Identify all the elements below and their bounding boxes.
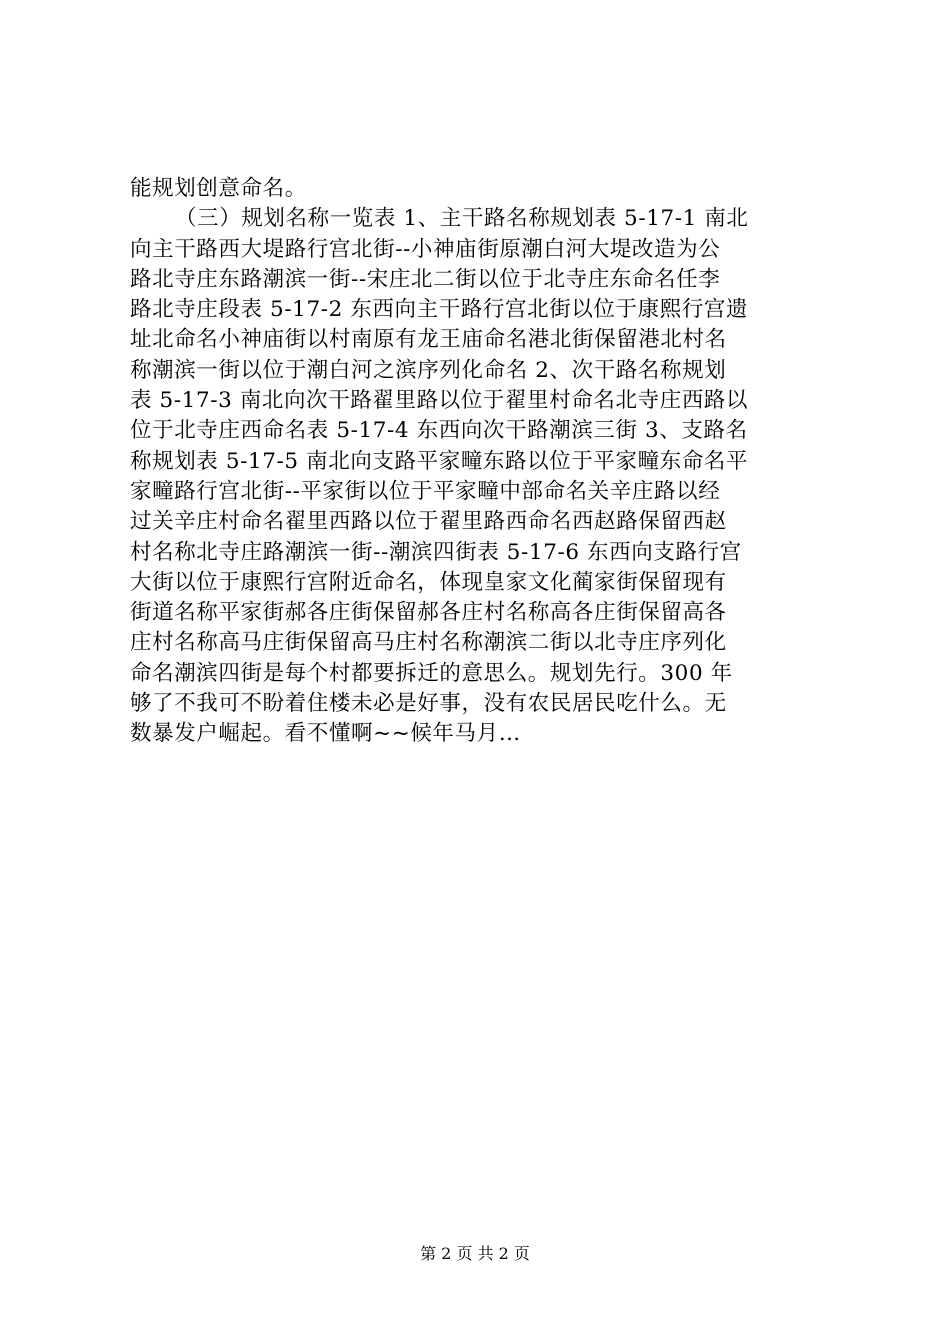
- text-line: 够了不我可不盼着住楼未必是好事，没有农民居民吃什么。无: [130, 691, 727, 717]
- text-line: 家疃路行宫北街--平家街以位于平家疃中部命名关辛庄路以经: [130, 478, 721, 504]
- text-line: 过关辛庄村命名翟里西路以位于翟里路西命名西赵路保留西赵: [130, 509, 727, 535]
- text-line: 向主干路西大堤路行宫北街--小神庙街原潮白河大堤改造为公: [130, 236, 721, 262]
- text-line: 称潮滨一街以位于潮白河之滨序列化命名 2、次干路名称规划: [130, 357, 727, 383]
- text-line: 村名称北寺庄路潮滨一街--潮滨四街表 5-17-6 东西向支路行宫: [130, 539, 742, 565]
- text-line: 大街以位于康熙行宫附近命名，体现皇家文化蔺家街保留现有: [130, 569, 727, 595]
- text-line: 称规划表 5-17-5 南北向支路平家疃东路以位于平家疃东命名平: [130, 448, 749, 474]
- text-line: 路北寺庄段表 5-17-2 东西向主干路行宫北街以位于康熙行宫遗: [130, 297, 749, 323]
- page-footer: [0, 1244, 950, 1264]
- text-line: 表 5-17-3 南北向次干路翟里路以位于翟里村命名北寺庄西路以: [130, 388, 749, 414]
- text-line: 街道名称平家街郝各庄街保留郝各庄村名称高各庄街保留高各: [130, 600, 727, 626]
- text-line: 命名潮滨四街是每个村都要拆迁的意思么。规划先行。300 年: [130, 660, 733, 686]
- text-line: 路北寺庄东路潮滨一街--宋庄北二街以位于北寺庄东命名任李: [130, 266, 721, 292]
- page-number-label: 第 2 页 共 2 页: [420, 1244, 530, 1263]
- text-line: 庄村名称高马庄街保留高马庄村名称潮滨二街以北寺庄序列化: [130, 630, 727, 656]
- text-line: 址北命名小神庙街以村南原有龙王庙命名港北街保留港北村名: [130, 327, 727, 353]
- body-paragraph: [130, 174, 840, 750]
- text-line: 能规划创意命名。: [130, 176, 307, 201]
- text-line: （三）规划名称一览表 1、主干路名称规划表 5-17-1 南北: [175, 206, 749, 232]
- text-line: 数暴发户崛起。看不懂啊~~候年马月…: [130, 721, 521, 747]
- text-line: 位于北寺庄西命名表 5-17-4 东西向次干路潮滨三街 3、支路名: [130, 418, 748, 444]
